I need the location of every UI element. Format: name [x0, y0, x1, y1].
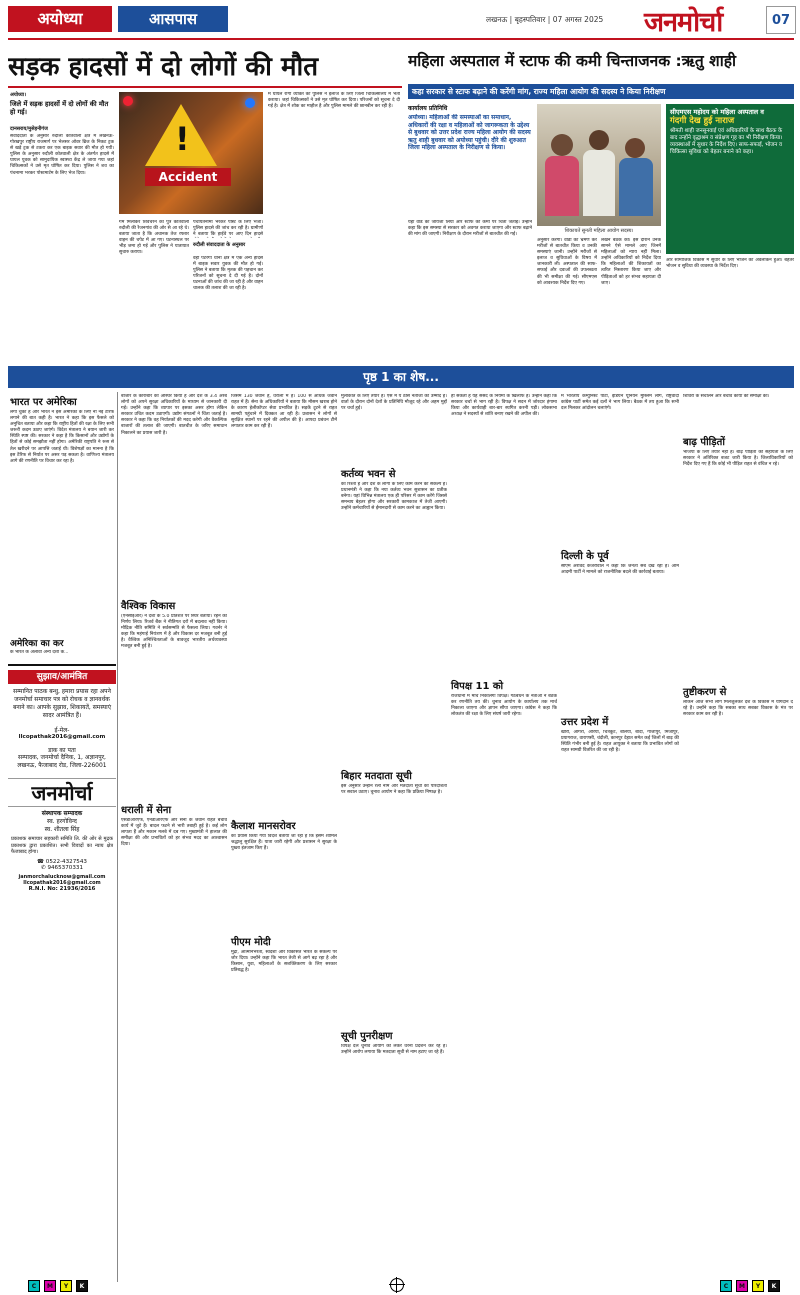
col3-title-2: पीएम मोदी [231, 937, 271, 948]
sidebar-phone-2 [8, 865, 116, 871]
lead-headline: सड़क हादसों में दो लोगों की मौत [8, 52, 319, 82]
right-byline: कार्यालय प्रतिनिधि [408, 105, 448, 112]
sidebar-title: सुझाव/आमंत्रित [8, 670, 116, 684]
color-bar-yellow-2: Y [752, 1280, 764, 1292]
col5-body-2: राजधानी में मार्च निकालेगा विपक्ष। गठबंधन के नेताओं ने बैठक कर रणनीति तय की। चुनाव आयोग के कार्यालय तक मार्च निकाला जाएगा और ज्ञापन सौंपा जाएगा। कांग्रेस ने कहा कि लोकतंत्र की रक्षा के लिए संघर्ष जारी रहेगा। [451, 694, 557, 718]
right-body-3: लखन बैठक की। इस दौरान उनके सामने ऐसे मामले आए जिनमें महिलाओं को न्याय नहीं मिला। उन्होंने अधिकारियों को निर्देश दिया कि महिलाओं की शिकायतों का त्वरित निस्तारण किया जाए और पीड़िताओं को हर संभव सहायता दी जाए। [601, 238, 661, 286]
col4-title-3: सूची पुनरीक्षण [341, 1031, 393, 1042]
header-rule [8, 38, 794, 40]
phone-1-value: 0522-4327543 [45, 858, 87, 865]
phone-2-value: 9465370331 [47, 864, 84, 871]
sidebar-address: सम्पादक, जनमोर्चा दैनिक, 1, अज्ञानपुर, लखनऊ, फैजाबाद रोड, जिला-226001 [17, 754, 107, 769]
side-body-2: और सामाजिक विकास में सुधार के लिए भोजन का अवलोकन हुआ। बेहतर भोजन व सुविधा की व्यवस्था के निर्देश दिए। [666, 258, 794, 270]
person-body-icon-3 [619, 158, 653, 216]
police-light-icon-blue [245, 98, 255, 108]
col6-body-3: खीरी, आगरा, औरैया, चित्रकूट, बलिया, बांदा, गाजीपुर, मिर्जापुर, प्रयागराज, वाराणसी, चंदौली, कानपुर देहात समेत कई जिलों में बाढ़ की स्थिति गंभीर बनी हुई है। राहत आयुक्त ने बताया कि प्रभावित लोगों को राहत सामग्री वितरित की जा रही है। [561, 730, 679, 754]
col1-sub-body: के भारत के अलावा अन्य देशों के... [10, 650, 69, 655]
sidebar-email[interactable]: llcopathak2016@gmail.com [18, 734, 106, 740]
side-box [666, 104, 794, 254]
sidebar-post-label: डाक का पता [48, 747, 76, 754]
lead-body-3: पंचायतनामा भरकर पोस्ट के लिए भेजा। पुलिस हादसे की जांच कर रही है। ग्रामीणों ने बताया कि हाईवे पर आए दिन हादसे [193, 220, 263, 238]
accident-image [119, 92, 263, 214]
side-box-title: सीएमएस महोदय को महिला अस्पताल व [670, 108, 764, 116]
col7-title-2: तुष्टीकरण से [683, 687, 727, 698]
right-body-2: अनुसार करेंगी। वार्डों का भ्रमण कर मरीजों से बातचीत किया व उनकी समस्याएं जानी। उन्होंने मरीजों से इलाज व सुविधाओं के विषय में जानकारी ली। अस्पताल की साफ-सफाई और दवाओं की उपलब्धता की भी समीक्षा की गई। सीएमएस को आवश्यक निर्देश दिए गए। [537, 238, 597, 286]
mobile-icon: ✆ [40, 864, 48, 871]
right-headline: महिला अस्पताल में स्टाफ की कमी चिन्ताजनक :ऋतु शाही [408, 52, 736, 70]
sidebar-founder-name: स्व. हरगोविन्द [47, 818, 77, 825]
lead-body-2: गर्म मिलाकर शिवचरन का पुत्र कोतवाली रुदौली की रैजनगांव की ओर से आ रहे थे। बताया जाता है कि अचानक तेज रफ्तार वाहन की चपेट में आ गए। घटनास्थल पर भीड़ जमा हो गई और पुलिस ने यातायात सुचारु कराया। [119, 220, 189, 256]
col2-body-2: (एनसीईआर) ने देशों के 5.0 प्रतिशत पर स्थिर बताया। रहने का निर्णय लिया। रिजर्व बैंक ने नीतिगत दरों में बदलाव नहीं किया। मौद्रिक नीति समिति ने सर्वसम्मति से फैसला लिया। गवर्नर ने कहा कि महंगाई नियंत्रण में है और विकास दर मजबूत बनी हुई है। वैश्विक अनिश्चितताओं के बावजूद भारतीय अर्थव्यवस्था मजबूत बनी हुई है। [121, 614, 227, 650]
col3-body-3: मुद्रा, आत्मनिर्भरता, स्वदेशी और विकसित भारत के संकल्प पर जोर दिया। उन्होंने कहा कि भारत तेजी से आगे बढ़ रहा है और किसान, युवा, महिलाओं के सशक्तिकरण के लिए सरकार प्रतिबद्ध है। [231, 950, 337, 974]
sidebar-imprint: प्रकाशक समाचार सहकारी समिति लि. की ओर से मुद्रक प्रकाशक द्वारा प्रकाशित। सभी विवादों का न्याय क्षेत्र फैजाबाद होगा। [11, 836, 113, 855]
col6-title-2: उत्तर प्रदेश में [561, 717, 609, 728]
col4-body-3: इस अनुसार उन्होंने रैली नाम और मतदाता सूची की पारदर्शिता पर सवाल उठाए। चुनाव आयोग ने कहा कि प्रक्रिया निष्पक्ष है। [341, 784, 447, 796]
header-dateline: लखनऊ | बृहस्पतिवार | 07 अगस्त 2025 [486, 15, 604, 24]
right-body-1: यहां वार्ड का जायजा लिया और स्टाफ की कमी पर चिंता जताई। उन्होंने कहा कि इस समस्या से सरकार को अवगत कराया जाएगा और स्टाफ बढ़ाने की मांग की जाएगी। निरीक्षण के दौरान मरीजों से बातचीत की गई। [408, 220, 532, 238]
col-divider [117, 392, 118, 1282]
col7-body-2: भाजपा के लिए तैयार नहीं है। बाढ़ पीड़ितों की सहायता के लिए सरकार ने अतिरिक्त बजट जारी किया है। जिलाधिकारियों को निर्देश दिए गए हैं कि कोई भी पीड़ित राहत से वंचित न रहे। [683, 450, 793, 468]
col2-body-3: एसडीआरएफ, एनडीआरएफ और सेना के जवान राहत बचाव कार्य में जुटे हैं। बादल फटने से भारी तबाही हुई है। कई लोग लापता हैं और मकान मलबे में दब गए। मुख्यमंत्री ने हालात की समीक्षा की और प्रभावितों को हर संभव मदद का आश्वासन दिया। [121, 818, 227, 848]
photo-caption: शिकायतें सुनती महिला आयोग सदस्य। [564, 228, 634, 234]
col1-subtitle: अमेरिका का कर [10, 639, 64, 649]
col5-title: विपक्ष 11 को [451, 681, 504, 692]
person-figure-icon-2 [589, 130, 609, 150]
person-body-icon [545, 156, 579, 216]
col3-body-2: का प्रयास किया गया विदेश बताया जा रहा है कि इसमें शामिल श्रद्धालु सुरक्षित हैं। यात्रा जारी रहेगी और प्रशासन ने सुरक्षा के पुख्ता इंतजाम किए हैं। [231, 834, 337, 852]
sidebar-founder: संस्थापक सम्पादक [41, 810, 83, 817]
color-bar-yellow: Y [60, 1280, 72, 1292]
col2-title-2: धराली में सेना [121, 805, 172, 816]
col6-body-2: सीएम अरविंद केजरीवाल ने कहा कि जनता सब देख रही है। आम आदमी पार्टी ने मामले को राजनीतिक बदले की कार्रवाई बताया। [561, 564, 679, 576]
side-box-bold: गंदगी देख हुई नाराज [670, 116, 735, 126]
color-bar-black: K [76, 1280, 88, 1292]
col7-body: शिविरों के संचालन और बचाव कार्यों की समीक्षा की। [683, 394, 770, 399]
lead-body-1: संवाददाता के अनुसार रुदौली कोतवाली क्षेत्र में लखनऊ-गोरखपुर राष्ट्रीय राजमार्ग पर भेलसर ओवर ब्रिज के निकट ट्रक से खड़े ट्रक से टकरा कर एक बाइक सवार की मौत हो गयी। पुलिस के अनुसार रुदौली कोतवाली क्षेत्र के अंतर्गत हादसे में घायल युवक को सामुदायिक स्वास्थ्य केंद्र ले जाया गया जहां चिकित्सकों ने उसे मृत घोषित कर दिया। पुलिस ने शव का पंचनामा भरकर पोस्टमार्टम के लिए भेज दिया। [10, 134, 114, 176]
col6-body: में भारतीय कम्युनिस्ट पार्टी, इंडियन यूनियन मुस्लिम लीग, राष्ट्रवादी कांग्रेस पार्टी समेत कई दलों ने भाग लिया। बैठक में तय हुआ कि सभी दल मिलकर आंदोलन चलाएंगे। [561, 394, 679, 412]
police-light-icon [123, 96, 133, 106]
lead-intro: जिले में सड़क हादसों में दो लोगों की मौत हो गई। [10, 100, 109, 116]
header-day: बृहस्पतिवार [514, 15, 546, 24]
col4-body-2: का रिश्ता है और देश के लोगों के लिए काम करने का संकल्प है। प्रधानमंत्री ने कहा कि नया कर्तव्य भवन सुशासन का प्रतीक बनेगा। यहां विभिन्न मंत्रालय एक ही परिसर में काम करेंगे जिससे समन्वय बेहतर होगा और सरकारी कामकाज में तेजी आएगी। उन्होंने कर्मचारियों से ईमानदारी से काम करने का आह्वान किया। [341, 482, 447, 512]
lead-body-4: वहीं पटरंगा थाना क्षेत्र में एक अन्य हादसे में बाइक सवार युवक की मौत हो गई। पुलिस ने बताया कि मृतक की पहचान कर परिजनों को सूचना दे दी गई है। दोनों घटनाओं की जांच की जा रही है और वाहन चालक की तलाश की जा रही है। [193, 256, 263, 292]
header-bar [0, 0, 800, 44]
color-bar-cyan-2: C [720, 1280, 732, 1292]
header-date: 07 अगस्त 2025 [552, 15, 604, 24]
hospital-photo [537, 104, 661, 226]
sidebar-body: सम्मानित पाठक बन्धु, हमारा प्रयास रहा अपने जनमोर्चा समाचार पत्र को रोचक व ज्ञानवर्धक बनाने का। आपके सुझाव, शिकायतें, समस्याएं सादर आमंत्रित हैं। [12, 688, 112, 719]
brand-logo: जनमोर्चा [644, 7, 723, 38]
exclamation-icon: ! [175, 120, 190, 158]
col6-title: दिल्ली के पूर्व [561, 551, 609, 562]
lead-dateline: अयोध्या। [10, 92, 26, 98]
lead-rule [8, 86, 402, 88]
right-intro: अयोध्या। महिलाओं की समस्याओं का समाधान, अधिकारों की रक्षा व महिलाओं को जागरूकता के उद्देश्य से बुधवार को उत्तर प्रदेश राज्य महिला आयोग की सदस्य ऋतु शाही बुधवार को अयोध्या पहुंची। दौरे की शुरुआत जिला महिला अस्पताल के निरीक्षण से किया। [408, 114, 531, 152]
col3-body: जिसमें 130 जवान हैं, धराली में हैं। 100 से अधिक जवान राहत में हैं। सेना के अधिकारियों ने बताया कि मौसम खराब होने के कारण हेलीकॉप्टर सेवा प्रभावित है। सड़कें टूटने से राहत सामग्री पहुंचाने में दिक्कत आ रही है। प्रशासन ने लोगों से सुरक्षित स्थानों पर रहने की अपील की है। आपदा प्रबंधन टीमें लगातार काम कर रही हैं। [231, 394, 337, 430]
col7-title: बाढ़ पीड़ितों [683, 437, 725, 448]
person-figure-icon-3 [625, 138, 645, 158]
registration-mark-icon [390, 1278, 404, 1292]
person-body-icon-2 [583, 150, 615, 216]
color-bar-magenta-2: M [736, 1280, 748, 1292]
col1-title: भारत पर अमेरिका [10, 397, 77, 408]
color-bar-black-2: K [768, 1280, 780, 1292]
section-tab-left[interactable]: अयोध्या [8, 6, 112, 32]
phone-icon: ☎ [37, 858, 46, 865]
col5-body: हो सकती है यह संसद के नियमों के खिलाफ है। उन्होंने कहा कि सरकार चर्चा से भाग रही है। विपक्ष ने सदन में जोरदार हंगामा किया और कार्यवाही बार-बार स्थगित करनी पड़ी। लोकसभा अध्यक्ष ने सदस्यों से शांति बनाए रखने की अपील की। [451, 394, 557, 418]
page-number: 07 [766, 6, 796, 34]
col4-body-4: विपक्ष दल चुनाव आयोग को लेकर धरना प्रदर्शन कर रहे हैं। उन्होंने आरोप लगाया कि मतदाता सूची से नाम हटाए जा रहे हैं। [341, 1044, 447, 1056]
sidebar-rni: R.N.I. No: 21936/2016 [28, 885, 96, 892]
person-figure-icon [551, 134, 573, 156]
col2-title: वैश्विक विकास [121, 601, 176, 612]
col4-title: कर्तव्य भवन से [341, 469, 396, 480]
col3-title: कैलाश मानसरोवर [231, 821, 296, 832]
color-bar-cyan: C [28, 1280, 40, 1292]
sidebar-email-2[interactable]: llcopathak2016@gmail.com [23, 879, 101, 886]
section-tab-right[interactable]: आसपास [118, 6, 228, 32]
col1-body: लगा चुका है और भारत ने इस अमेरिका के लिए नौ नई टैरिफ लगाने की बात कही है। भारत ने कहा कि इस फैसले को अनुचित बताया और कहा कि राष्ट्रीय हितों की रक्षा के लिए सभी जरूरी कदम उठाए जाएंगे। विदेश मंत्रालय ने बयान जारी कर स्थिति स्पष्ट की। सरकार ने कहा है कि किसानों और उद्योगों के हितों से कोई समझौता नहीं होगा। अमेरिकी राष्ट्रपति ने रूस से तेल खरीदने पर आपत्ति जताई थी। विशेषज्ञों का मानना है कि इस टैरिफ से निर्यात पर असर पड़ सकता है। वाणिज्य मंत्रालय आगे की रणनीति पर विचार कर रहा है। [10, 410, 114, 464]
continued-banner: पृष्ठ 1 का शेष... [8, 366, 794, 388]
col2-body: बाजार के कारोबार को अस्थिर किया है और देश के 3.4 अरब लोगों को अपने सुरक्षा अधिकारियों के माध्यम से जानकारी दी गई। उन्होंने कहा कि व्यापार पर इसका असर होगा लेकिन सरकार उचित कदम उठाएगी। उद्योग संगठनों ने चिंता जताई है। सरकार ने कहा कि वह निर्यातकों की मदद करेगी और वैकल्पिक बाजारों की तलाश की जाएगी। बातचीत के जरिए समाधान निकालने का प्रयास जारी है। [121, 394, 227, 436]
lead-byline: दानसराय/मुसेहनीगंज [10, 126, 48, 132]
sidebar [8, 664, 116, 1284]
accident-label: Accident [145, 168, 231, 186]
right-deck: कहा सरकार से स्टाफ बढ़ाने की करेंगी मांग, राज्य महिला आयोग की सदस्य ने किया निरीक्षण [408, 84, 794, 99]
sidebar-brand-logo: जनमोर्चा [8, 778, 116, 807]
lead-body-5: मे घायल रोगी व्यक्ति को पुलिस ने इलाज के लिए जिला चिकित्सालय में भर्ती कराया। जहां चिकित्सकों ने उसे मृत घोषित कर दिया। परिजनों को सूचना दे दी गई है। क्षेत्र में शोक का माहौल है और पुलिस मामले की छानबीन कर रही है। [268, 92, 400, 110]
color-bar-magenta: M [44, 1280, 56, 1292]
col4-title-2: बिहार मतदाता सूची [341, 771, 412, 782]
header-city: लखनऊ [486, 15, 508, 24]
col7-body-3: लेकिन आज सभी लोग मिलजुलकर देश के विकास में योगदान दे रहे हैं। उन्होंने कहा कि सबका साथ सबका विकास के मंत्र पर सरकार काम कर रही है। [683, 700, 793, 718]
col4-body: मुलाकात के लिए तैयार है। ऐसे में ये ठोस नतीजों की उम्मीद है। वार्ता के दौरान दोनों देशों के प्रतिनिधि मौजूद रहे और अहम मुद्दों पर चर्चा हुई। [341, 394, 447, 412]
sidebar-website[interactable]: janmorchalucknow@gmail.com [18, 873, 106, 880]
sidebar-email-label: ई-मेल- [54, 727, 70, 734]
side-box-body: श्रीमती शाही जनसुनवाई एवं अधिकारियों के साथ बैठक के बाद उन्होंने वृद्धाश्रम व संप्रेक्षण गृह का भी निरीक्षण किया। व्यवस्थाओं में सुधार के निर्देश दिए। साफ-सफाई, भोजन व चिकित्सा सुविधा को बेहतर बनाने को कहा। [670, 128, 783, 155]
sidebar-editor-name: स्व. शीतला सिंह [44, 826, 80, 833]
lead-subhead: रुदौली संवाददाता के अनुसार [193, 242, 246, 248]
